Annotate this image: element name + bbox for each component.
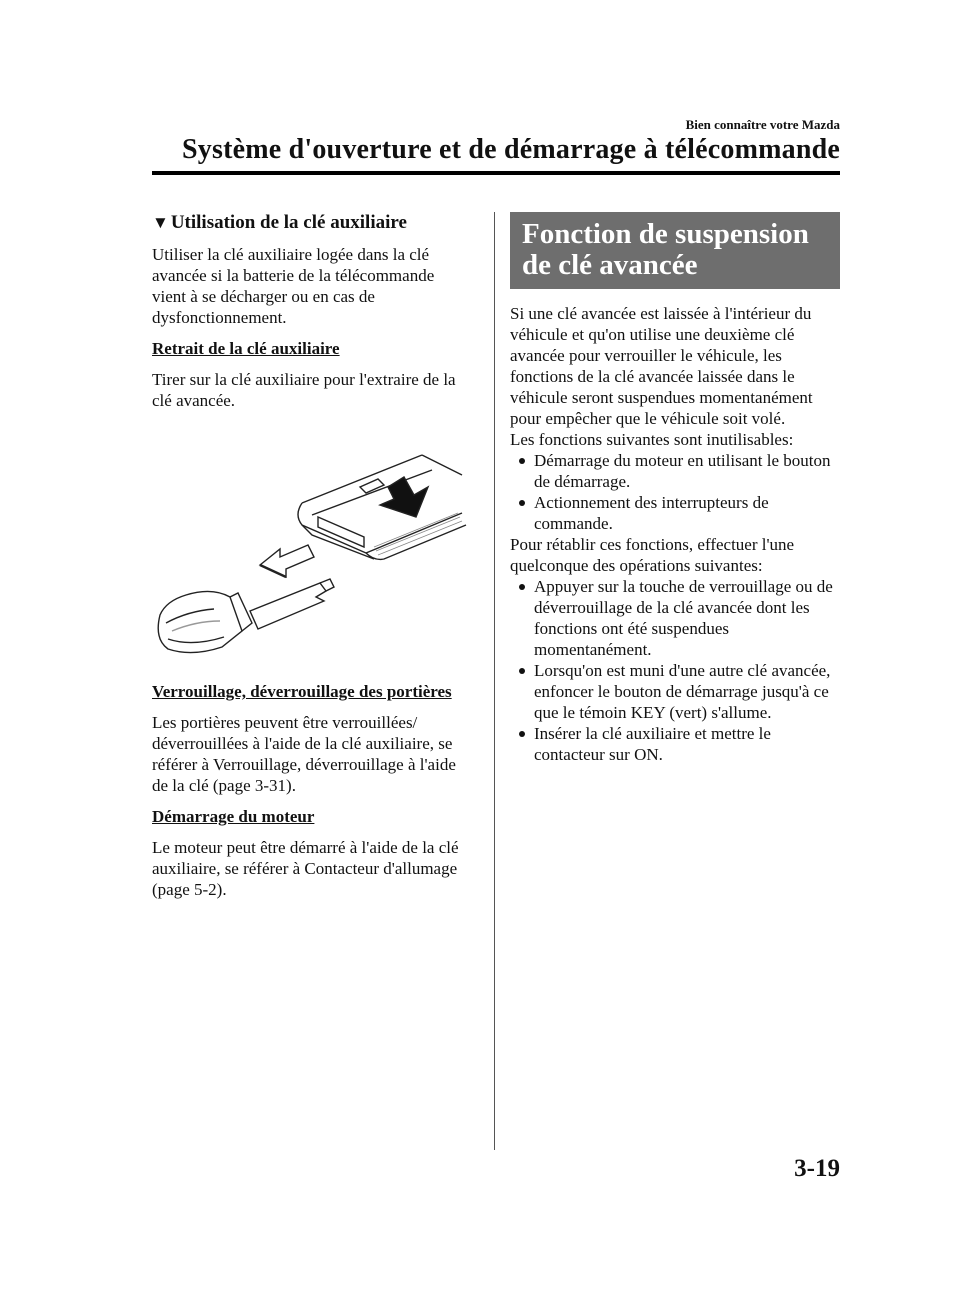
list-item: Lorsqu'on est muni d'une autre clé avancée, enfoncer le bouton de démarrage jusqu'à ce que le témoin KEY (vert) s'allume. [510,660,842,723]
section-heading-suspension: Fonction de suspension de clé avancée [510,212,840,289]
list2-intro: Pour rétablir ces fonctions, effectuer l'une quelconque des opérations suivantes: [510,535,795,575]
engine-start-paragraph: Le moteur peut être démarré à l'aide de la clé auxiliaire, se référer à Contacteur d'allumage (page 5-2). [152,838,459,899]
section-heading-auxiliary-key [152,212,470,234]
column-divider [494,212,495,1150]
intro-paragraph: Utiliser la clé auxiliaire logée dans la clé avancée si la batterie de la télécommande vient à se décharger ou en cas de dysfonctionnement. [152,245,435,327]
header-chapter: Bien connaître votre Mazda [685,117,840,132]
list-item: Démarrage du moteur en utilisant le bouton de démarrage. [510,450,842,492]
section-heading-text: Utilisation de la clé auxiliaire [170,212,407,233]
unavailable-functions-list [510,450,842,534]
right-column [510,212,842,765]
page-number: 3-19 [794,1155,840,1182]
left-column [152,212,470,910]
key-removal-illustration [152,425,470,665]
header-title: Système d'ouverture et de démarrage à télécommande [182,134,840,165]
header-rule [152,171,840,175]
door-locking-paragraph: Les portières peuvent être verrouillées/ déverrouillées à l'aide de la clé auxiliaire, se référer à Verrouillage, déverrouillage à l'aide de la clé (page 3-31). [152,713,456,795]
suspension-intro-paragraph: Si une clé avancée est laissée à l'intérieur du véhicule et qu'on utilise une deuxième clé avancée pour verrouiller le véhicule, les fonctions de la clé avancée laissée dans le véhicule seront suspendues momentanément pour empêcher que le véhicule soit volé. [510,304,813,428]
subheading-engine-start: Démarrage du moteur [152,807,315,826]
restore-operations-list [510,576,842,765]
key-removal-diagram [152,425,470,665]
list-item: Appuyer sur la touche de verrouillage ou de déverrouillage de la clé avancée dont les fonctions ont été suspendues momentanément. [510,576,842,660]
subheading-door-locking: Verrouillage, déverrouillage des portières [152,682,452,701]
triangle-marker-icon: ▼ [152,213,169,232]
list1-intro: Les fonctions suivantes sont inutilisables: [510,430,794,449]
list-item: Actionnement des interrupteurs de commande. [510,492,842,534]
subheading-removal: Retrait de la clé auxiliaire [152,339,340,358]
list-item: Insérer la clé auxiliaire et mettre le contacteur sur ON. [510,723,842,765]
removal-paragraph: Tirer sur la clé auxiliaire pour l'extraire de la clé avancée. [152,370,456,410]
